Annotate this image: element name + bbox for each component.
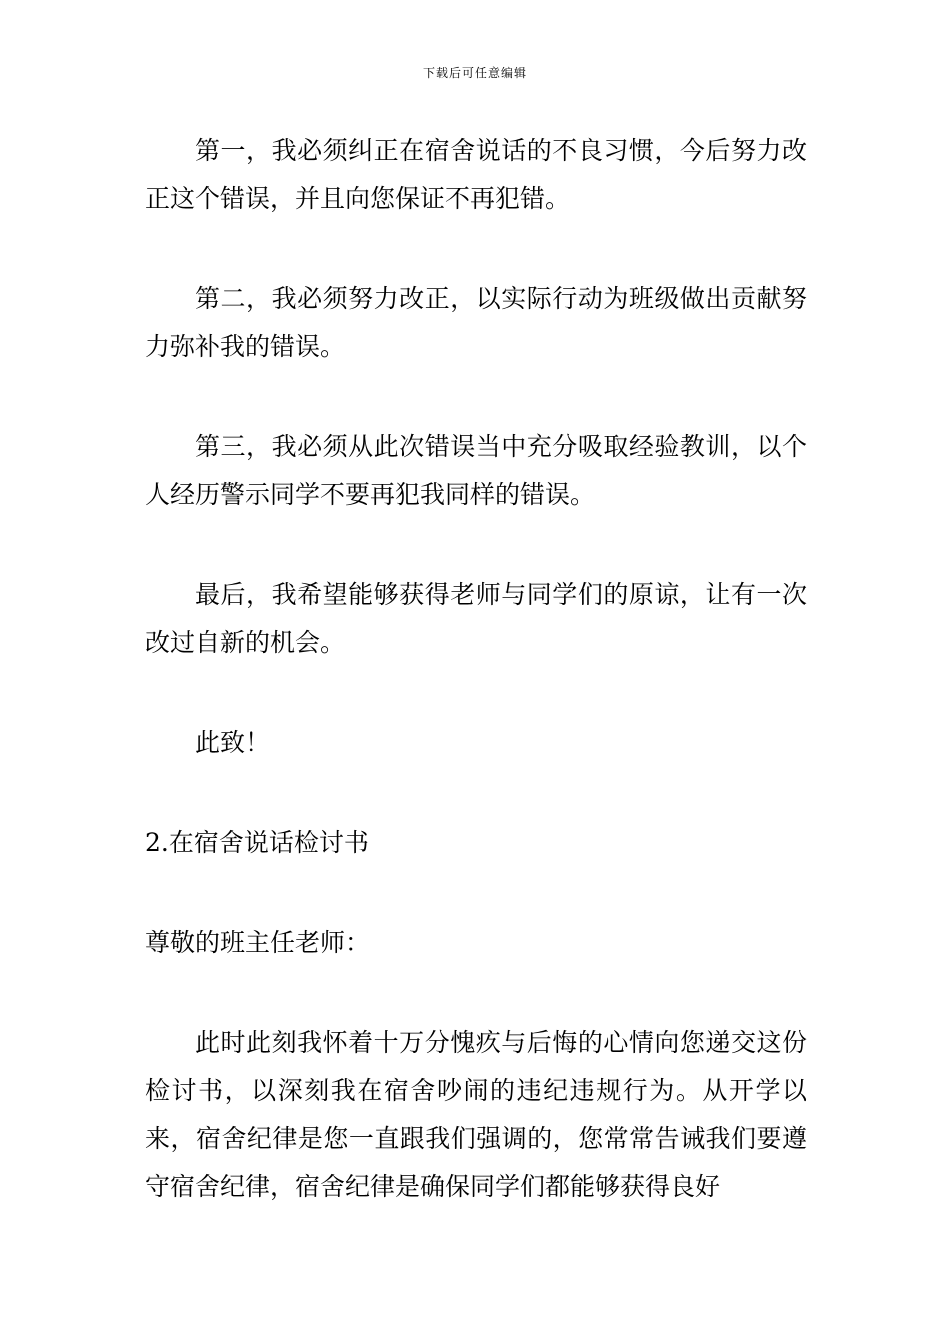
document-body <box>145 127 807 1263</box>
section-title: 2.在宿舍说话检讨书 <box>145 828 369 857</box>
body-paragraph: 此时此刻我怀着十万分愧疚与后悔的心情向您递交这份检讨书，以深刻我在宿舍吵闹的违纪违规行为。从开学以来，宿舍纪律是您一直跟我们强调的，您常常告诫我们要遵守宿舍纪律，宿舍纪律是确保同学们都能够获得良好 <box>145 1028 807 1201</box>
closing-regards: 此致！ <box>195 728 271 757</box>
paragraph-second: 第二，我必须努力改正，以实际行动为班级做出贡献努力弥补我的错误。 <box>145 284 807 361</box>
page-header: 下载后可任意编辑 <box>422 66 527 80</box>
paragraph-third: 第三，我必须从此次错误当中充分吸取经验教训，以个人经历警示同学不要再犯我同样的错误。 <box>145 432 807 509</box>
paragraph-first: 第一，我必须纠正在宿舍说话的不良习惯，今后努力改正这个错误，并且向您保证不再犯错。 <box>145 136 807 213</box>
paragraph-finally: 最后，我希望能够获得老师与同学们的原谅，让有一次改过自新的机会。 <box>145 580 807 657</box>
salutation: 尊敬的班主任老师： <box>145 928 371 957</box>
